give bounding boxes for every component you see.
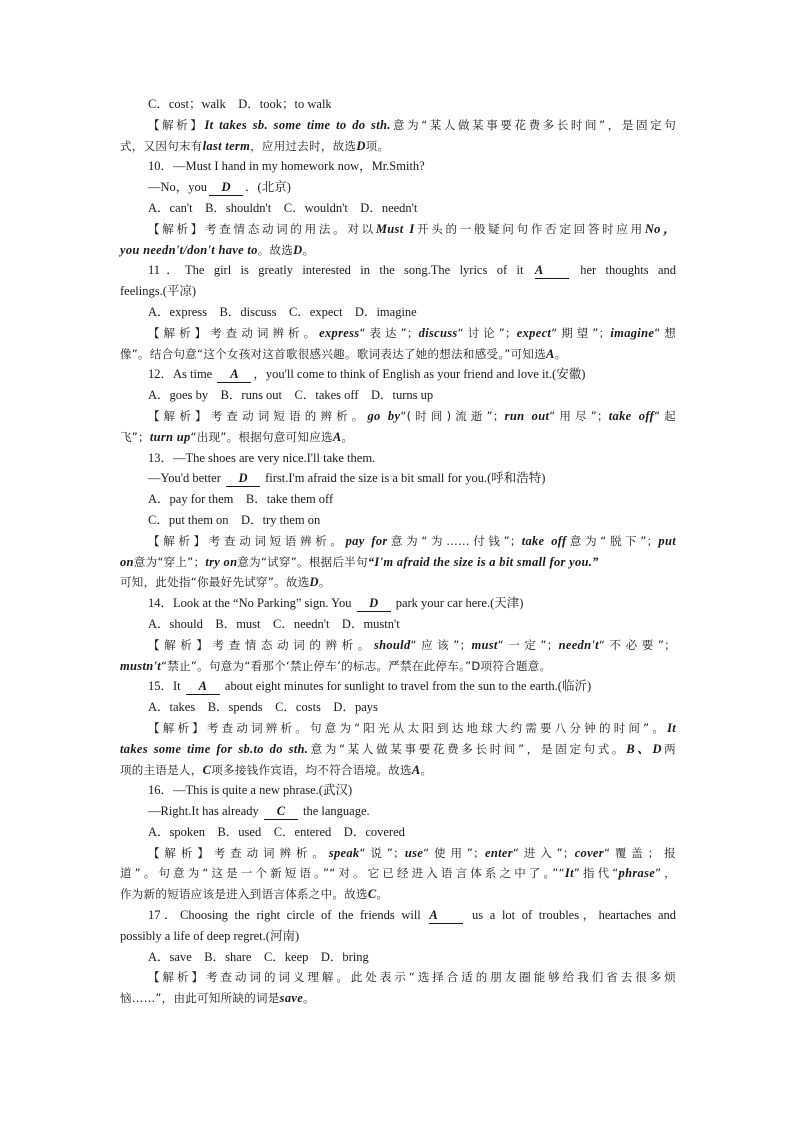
q11-ex-t1: 【解析】考查动词辨析。 [148,325,320,340]
q16-ex-t6: 道”。句意为“这是一个新短语。”“对。它已经进入语言体系之中了。”“ [120,866,565,881]
q12-ex-t6: “出现”。根据句意可知应选 [190,429,333,444]
q12-ex-t1: 【解析】考查动词短语的辨析。 [148,408,368,423]
q14-explanation-line1 [120,635,676,656]
q16-stem: 16．—This is quite a new phrase.(武汉) [148,783,353,798]
q10-stem: 10．—Must I hand in my homework now，Mr.Smith? [148,159,425,174]
q10-ex-en4: D [293,242,303,257]
q15-ex-t1: 【解析】考查动词辨析。句意为“阳光从太阳到达地球大约需要八分钟的时间”。 [148,720,668,735]
q16-ex-e5: It [564,866,574,881]
q17-stem-a: 17．Choosing the right circle of the friends will [148,908,421,923]
q11-ex-e3: expect [516,325,552,340]
q13-ex-t3: 意为“脱下”； [566,533,659,548]
q12-explanation-line2 [120,427,676,448]
q16-ex-t8: ”， [655,866,676,881]
q15-ex-e4: C [202,762,212,777]
q14-options: A．should B．must C．needn't D．mustn't [148,616,400,631]
q14-ex-t4: “不必要”； [598,637,676,652]
q17-ex-t2: 恼……”，由此可知所缺的词是 [120,991,280,1006]
q17-ex-t1: 【解析】考查动词的词义理解。此处表示“选择合适的朋友圈能够给我们省去很多烦 [148,970,676,985]
q12-ex-e1: go by [367,408,401,423]
q13-ex-e6: “I'm afraid the size is a bit small for you.” [367,554,599,569]
q15-ex-e2: takes some time for sb.to do sth. [120,741,309,756]
q10-ex-t4: 。 [302,242,315,257]
q16-ex-t5: “覆盖；报 [603,845,676,860]
q13-ex-e1: pay for [345,533,388,548]
q12-explanation-line1 [120,406,676,427]
q16-options: A．spoken B．used C．entered D．covered [148,824,405,839]
q16-ex-t2: “说”； [359,845,405,860]
q9-explanation-line1 [120,115,676,136]
q11-stem-b: her thoughts and [580,263,676,278]
q13-ex-e5: try on [205,554,238,569]
q11-stem-line1 [120,260,676,281]
q12-ex-t5: 飞”； [120,429,150,444]
q13-ex-t5: 意为“试穿”。根据后半句 [237,554,368,569]
q16-line2-a: —Right.It has already [148,804,259,819]
q16-ex-e2: use [404,845,424,860]
q15-ex-t6: 。 [420,762,433,777]
q14-ex-t3: “一定”； [497,637,559,652]
q12-stem-a: 12．As time [148,367,213,382]
q15-ex-t4: 项的主语是人， [120,762,203,777]
q11-ex-t6: 像”。结合句意“这个女孩对这首歌很感兴趣。歌词表达了她的想法和感受。”可知选 [120,346,547,361]
q10-explanation-line1 [120,219,676,240]
q10-answer-blank: D [209,180,243,196]
q13-ex-t1: 【解析】考查动词短语辨析。 [148,533,346,548]
q16-ex-e4: cover [574,845,604,860]
q12-ex-e3: take off [608,408,655,423]
q13-ex-t7: 。 [318,575,331,590]
q9-ex-t4: 项。 [365,138,390,153]
q12-ex-e4: turn up [149,429,191,444]
q12-ex-t7: 。 [341,429,354,444]
q17-ex-e1: save [279,991,304,1006]
q13-ex-t4: 意为“穿上”； [133,554,206,569]
q16-ex-e6: phrase [618,866,656,881]
q9-options: C．cost；walk D．took；to walk [148,97,332,111]
q11-ex-e4: imagine [610,325,655,340]
q10-ex-en2: No， [644,221,676,236]
q17-stem-line2: possibly a life of deep regret.(河南) [120,928,300,943]
q17-options: A．save B．share C．keep D．bring [148,949,369,964]
q10-ex-t2: 开头的一般疑问句作否定回答时应用 [414,221,645,236]
q13-line2-b: first.I'm afraid the size is a bit small for you.(呼和浩特) [265,471,546,486]
q13-answer-blank: D [226,471,260,487]
q11-ex-t4: “期望”； [551,325,611,340]
q14-ex-e1: should [373,637,411,652]
q16-explanation-line3 [120,884,676,905]
q16-ex-t9: 作为新的短语应该是进入到语言体系之中。故选 [120,887,368,902]
q11-ex-t7: 。 [554,346,567,361]
q9-ex-t1: 意为“某人做某事要花费多长时间”，是固定句 [390,117,676,132]
q15-options: A．takes B．spends C．costs D．pays [148,700,378,715]
q15-explanation-line3 [120,760,676,781]
q14-ex-e4: mustn't [120,658,162,673]
q12-ex-t4: “起 [654,408,676,423]
q12-stem-b: ，you'll come to think of English as your friend and love it.(安徽) [253,367,586,382]
q12-options: A．goes by B．runs out C．takes off D．turns up [148,388,434,403]
q14-ex-t1: 【解析】考查情态动词的辨析。 [148,637,374,652]
q16-ex-t1: 【解析】考查动词辨析。 [148,845,329,860]
q9-ex-en3: D [356,138,366,153]
q10-line2-a: —No，you [148,180,208,195]
q16-ex-e7: C [367,887,377,902]
q10-ex-t3: 。故选 [257,242,294,257]
q13-options-1: A．pay for them B．take them off [148,492,334,507]
q15-stem-b: about eight minutes for sunlight to travel from the sun to the earth.(临沂) [224,679,592,694]
q15-ex-t3: 两 [661,741,676,756]
q14-stem-b: park your car here.(天津) [395,596,524,611]
q12-ex-e5: A [332,429,342,444]
q15-answer-blank: A [186,679,220,695]
q16-line2 [120,801,676,822]
q14-ex-e3: needn't [558,637,599,652]
q12-ex-t2: “(时间)流逝”； [400,408,505,423]
q13-ex-e4: on [120,554,134,569]
q13-ex-e3: put [658,533,676,548]
q12-stem [120,364,676,385]
q13-ex-t2: 意为“为……付钱”； [387,533,522,548]
q13-explanation-line2 [120,552,676,573]
q15-stem-a: 15．It [148,679,181,694]
q17-ex-t3: 。 [303,991,315,1006]
q12-ex-e2: run out [504,408,550,423]
q10-explanation-line2 [120,240,676,261]
q13-explanation-line1 [120,531,676,552]
q17-explanation-line1 [120,967,676,988]
q9-ex-en2: last term [202,138,251,153]
q13-ex-e2: take off [521,533,567,548]
q11-options: A．express B．discuss C．expect D．imagine [148,304,417,319]
q15-ex-e1: It [667,720,676,735]
q16-ex-t4: “进入”； [512,845,575,860]
q9-ex-t2: 式，又因句末有 [120,138,203,153]
q16-ex-t7: ”指代“ [573,866,619,881]
q16-answer-blank: C [264,804,298,820]
q16-explanation-line1 [120,843,676,864]
q10-line2 [120,177,676,198]
q9-ex-pre: 【解析】 [148,117,205,132]
q16-ex-t10: 。 [376,887,389,902]
q16-explanation-line2 [120,863,676,884]
q13-ex-e7: D [309,575,319,590]
q10-ex-en3: you needn't/don't have to [120,242,258,257]
q12-ex-t3: “用尽”； [549,408,609,423]
q10-ex-en1: Must I [375,221,415,236]
q11-ex-e5: A [546,346,555,361]
q10-ex-t1: 【解析】考查情态动词的用法。对以 [148,221,376,236]
q17-answer-blank: A [429,908,463,924]
q15-explanation-line2 [120,739,676,760]
q11-ex-t5: “想 [654,325,677,340]
q13-explanation-line3 [120,572,676,593]
q9-explanation-line2 [120,136,676,157]
q11-explanation-line2 [120,344,676,365]
q9-ex-en1: It takes sb. some time to do sth. [204,117,391,132]
q14-ex-t5: “禁止”。句意为“看那个‘禁止停车’的标志。严禁在此停车。”D项符合题意。 [161,658,552,673]
q10-line2-b: ．(北京) [245,180,291,195]
q17-stem-line1 [120,905,676,926]
q13-stem: 13．—The shoes are very nice.I'll take them. [148,450,376,465]
q11-stem-a: 11．The girl is greatly interested in the song.The lyrics of it [148,263,524,278]
document-page [120,94,676,1009]
q16-ex-t3: “使用”； [423,845,485,860]
q14-explanation-line2 [120,656,676,677]
q12-answer-blank: A [217,367,251,383]
q16-ex-e3: enter [484,845,513,860]
q11-ex-e1: express [319,325,360,340]
q13-options-2: C．put them on D．try them on [148,512,321,527]
q14-ex-t2: “应该”； [410,637,472,652]
q14-answer-blank: D [357,596,391,612]
q16-line2-b: the language. [303,804,370,819]
q9-ex-t3: ，应用过去时，故选 [250,138,357,153]
q17-stem-b: us a lot of troubles，heartaches and [472,908,676,923]
q15-stem [120,676,676,697]
q11-answer-blank: A [535,263,569,279]
q14-stem-a: 14．Look at the “No Parking” sign. You [148,596,352,611]
q15-ex-e3: B、D [626,741,662,756]
q11-ex-t3: “讨论”； [457,325,517,340]
q13-line2 [120,468,676,489]
q14-ex-e2: must [471,637,498,652]
q13-ex-t6: 可知，此处指“你最好先试穿”。故选 [120,575,310,590]
q11-explanation-line1 [120,323,676,344]
q11-ex-e2: discuss [418,325,458,340]
q11-stem-line2: feelings.(平凉) [120,284,197,299]
q13-line2-a: —You'd better [148,471,221,486]
q17-explanation-line2 [120,988,676,1009]
q15-ex-t2: 意为“某人做某事要花费多长时间”，是固定句式。 [308,741,627,756]
q15-ex-t5: 项多接钱作宾语，均不符合语境。故选 [211,762,412,777]
q10-options: A．can't B．shouldn't C．wouldn't D．needn't [148,200,418,215]
q15-ex-e5: A [411,762,421,777]
q11-ex-t2: “表达”； [359,325,419,340]
q15-explanation-line1 [120,718,676,739]
q16-ex-e1: speak [328,845,360,860]
q14-stem [120,593,676,614]
